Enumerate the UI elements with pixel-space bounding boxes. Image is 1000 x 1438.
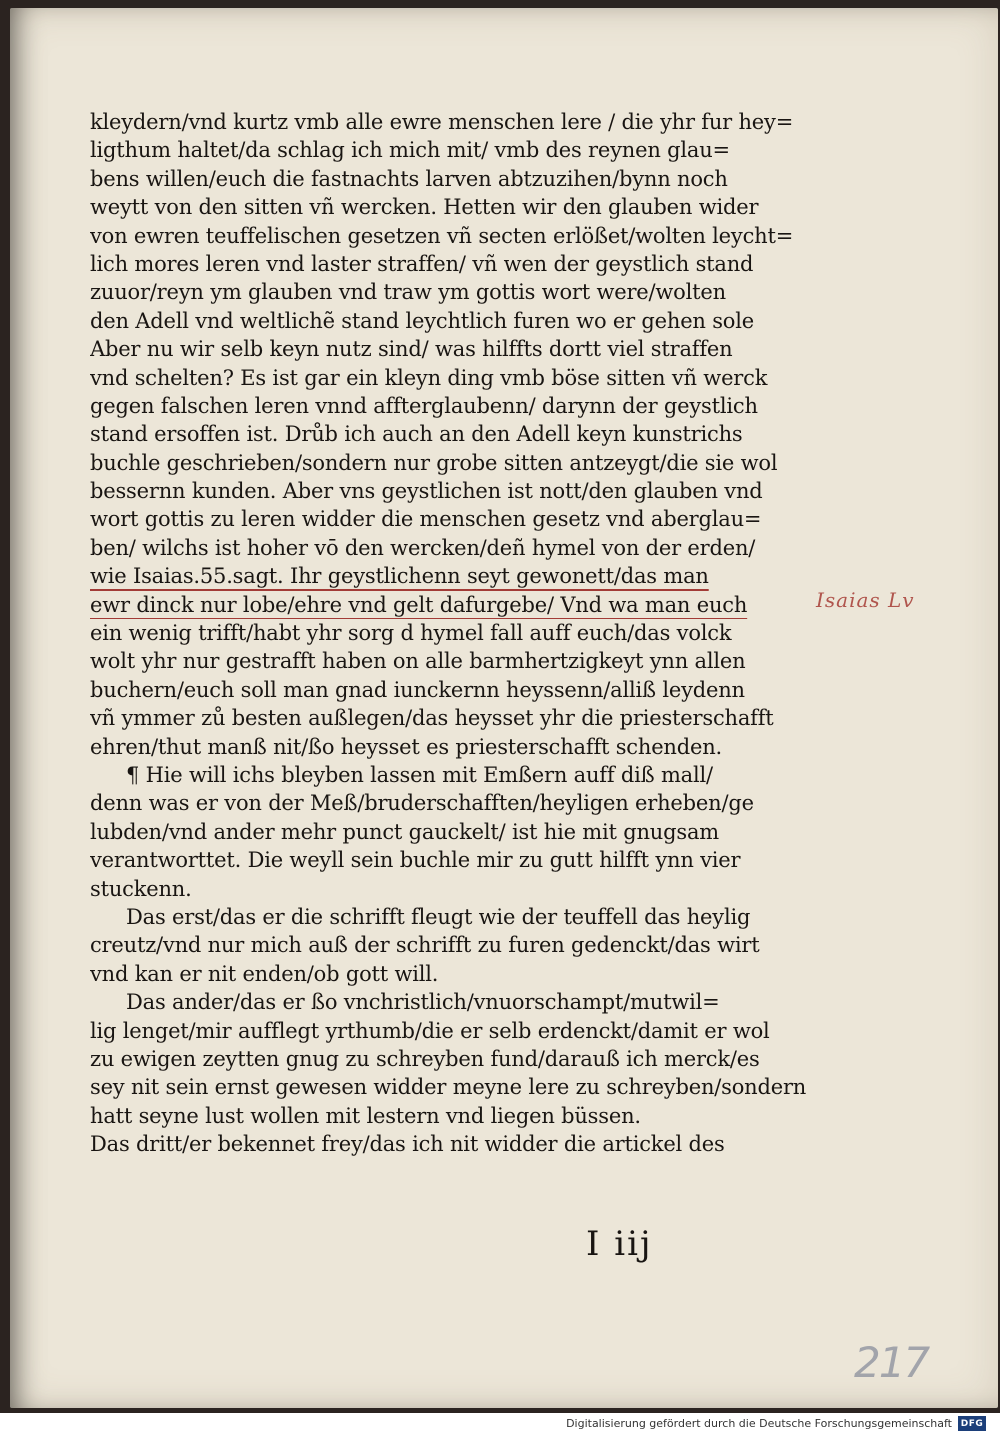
text-line: buchern/euch soll man gnad iunckernn heyssenn/alliß leydenn (90, 677, 745, 702)
text-line: buchle geschrieben/sondern nur grobe sitten antzeygt/die sie wol (90, 450, 778, 475)
text-line: ¶ Hie will ichs bleyben lassen mit Emßern auff diß mall/ (126, 762, 713, 787)
dfg-logo: DFG (958, 1416, 986, 1431)
footer-bar (0, 1413, 1000, 1438)
text-line: vnd kan er nit enden/ob gott will. (90, 961, 439, 986)
text-line: ligthum haltet/da schlag ich mich mit/ vmb des reynen glau= (90, 138, 730, 163)
text-line: weytt von den sitten vñ wercken. Hetten wir den glauben wider (90, 195, 759, 220)
text-line: creutz/vnd nur mich auß der schrifft zu furen gedenckt/das wirt (90, 933, 760, 958)
text-line: zu ewigen zeytten gnug zu schreyben fund/darauß ich merck/es (90, 1046, 760, 1071)
text-line: hatt seyne lust wollen mit lestern vnd liegen büssen. (90, 1103, 641, 1128)
text-line: Aber nu wir selb keyn nutz sind/ was hilffts dortt viel straffen (90, 337, 733, 362)
text-line: ehren/thut manß nit/ßo heysset es priesterschafft schenden. (90, 734, 723, 759)
text-line: ewr dinck nur lobe/ehre vnd gelt dafurgebe/ Vnd wa man euch (90, 592, 748, 617)
text-line: vnd schelten? Es ist gar ein kleyn ding vmb böse sitten vñ werck (90, 365, 768, 390)
text-line: ben/ wilchs ist hoher vō den wercken/deñ hymel von der erden/ (90, 535, 756, 560)
signature-mark: I iij (586, 1224, 653, 1264)
margin-note: Isaias Lv (816, 588, 915, 612)
text-line: zuuor/reyn ym glauben vnd traw ym gottis wort were/wolten (90, 280, 726, 305)
text-line: wie Isaias.55.sagt. Ihr geystlichenn seyt gewonett/das man (90, 564, 709, 589)
text-line: sey nit sein ernst gewesen widder meyne lere zu schreyben/sondern (90, 1075, 807, 1100)
text-line: wolt yhr nur gestrafft haben on alle barmhertzigkeyt ynn allen (90, 649, 746, 674)
text-line: stand ersoffen ist. Drůb ich auch an den Adell keyn kunstrichs (90, 422, 743, 447)
text-line: stuckenn. (90, 876, 192, 901)
text-line: bessernn kunden. Aber vns geystlichen ist nott/den glauben vnd (90, 479, 763, 504)
folio-number: 217 (854, 1338, 929, 1387)
body-text (90, 108, 810, 1158)
text-line: lig lenget/mir aufflegt yrthumb/die er selb erdenckt/damit er wol (90, 1018, 770, 1043)
book-page (10, 8, 998, 1408)
text-line: gegen falschen leren vnnd affterglaubenn/ darynn der geystlich (90, 393, 758, 418)
text-line: wort gottis zu leren widder die menschen gesetz vnd aberglau= (90, 507, 762, 532)
text-line: denn was er von der Meß/bruderschafften/heyligen erheben/ge (90, 791, 754, 816)
text-line: den Adell vnd weltlichẽ stand leychtlich furen wo er gehen sole (90, 308, 754, 333)
text-line: ein wenig trifft/habt yhr sorg d hymel fall auff euch/das volck (90, 621, 732, 646)
text-line: bens willen/euch die fastnachts larven abtzuzihen/bynn noch (90, 166, 728, 191)
text-line: verantworttet. Die weyll sein buchle mir zu gutt hilfft ynn vier (90, 848, 741, 873)
text-line: Das dritt/er bekennet frey/das ich nit widder die artickel des (90, 1132, 725, 1157)
text-line: von ewren teuffelischen gesetzen vñ secten erlößet/wolten leycht= (90, 223, 794, 248)
text-line: kleydern/vnd kurtz vmb alle ewre menschen lere / die yhr fur hey= (90, 110, 794, 134)
text-line: Das ander/das er ßo vnchristlich/vnuorschampt/mutwil= (126, 990, 720, 1015)
text-line: lich mores leren vnd laster straffen/ vñ wen der geystlich stand (90, 251, 754, 276)
text-line: lubden/vnd ander mehr punct gauckelt/ ist hie mit gnugsam (90, 819, 719, 844)
text-line: Das erst/das er die schrifft fleugt wie der teuffell das heylig (126, 904, 751, 929)
text-line: vñ ymmer zů besten außlegen/das heysset yhr die priesterschafft (90, 706, 774, 731)
footer-credit: Digitalisierung gefördert durch die Deutsche Forschungsgemeinschaft (566, 1417, 952, 1430)
